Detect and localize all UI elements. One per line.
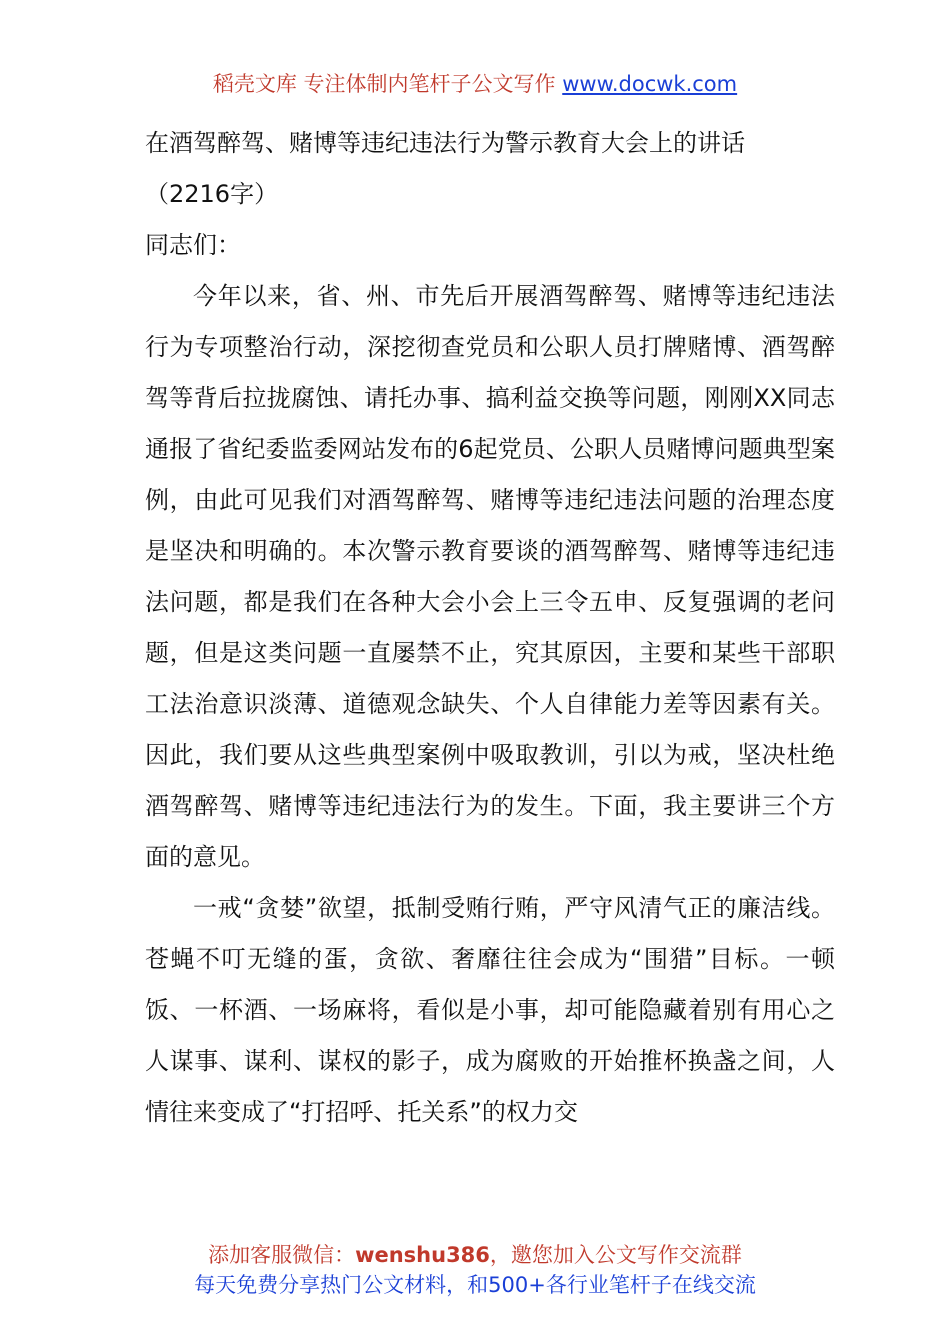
document-paragraph: 一戒“贪婪”欲望，抵制受贿行贿，严守风清气正的廉洁线。苍蝇不叮无缝的蛋，贪欲、奢靡往往会成为“围猎”目标。一顿饭、一杯酒、一场麻将，看似是小事，却可能隐藏着别有用心之人谋事、谋利、谋权的影子，成为腐败的开始推杯换盏之间，人情往来变成了“打招呼、托关系”的权力交: [145, 894, 835, 1126]
document-salutation: 同志们：: [145, 231, 241, 259]
header-site-link[interactable]: www.docwk.com: [562, 72, 738, 96]
footer-wechat-prefix: 添加客服微信：: [208, 1243, 356, 1267]
document-title: 在酒驾醉驾、赌博等违纪违法行为警示教育大会上的讲话: [145, 129, 745, 157]
footer-wechat-id: wenshu386: [355, 1243, 490, 1267]
footer-wechat-suffix: ，邀您加入公文写作交流群: [489, 1243, 742, 1267]
footer-share-line: 每天免费分享热门公文材料，和500+各行业笔杆子在线交流: [194, 1273, 756, 1297]
header-brand-text: 稻壳文库 专注体制内笔杆子公文写作: [212, 72, 556, 96]
document-body: [145, 118, 835, 1138]
page-footer: [0, 1240, 950, 1300]
document-paragraph: 今年以来，省、州、市先后开展酒驾醉驾、赌博等违纪违法行为专项整治行动，深挖彻查党员和公职人员打牌赌博、酒驾醉驾等背后拉拢腐蚀、请托办事、搞利益交换等问题，刚刚XX同志通报了省纪委监委网站发布的6起党员、公职人员赌博问题典型案例，由此可见我们对酒驾醉驾、赌博等违纪违法问题的治理态度是坚决和明确的。本次警示教育要谈的酒驾醉驾、赌博等违纪违法问题，都是我们在各种大会小会上三令五申、反复强调的老问题，但是这类问题一直屡禁不止，究其原因，主要和某些干部职工法治意识淡薄、道德观念缺失、个人自律能力差等因素有关。因此，我们要从这些典型案例中吸取教训，引以为戒，坚决杜绝酒驾醉驾、赌博等违纪违法行为的发生。下面，我主要讲三个方面的意见。: [145, 282, 835, 871]
page-header: [0, 70, 950, 98]
footer-wechat-line: [0, 1240, 950, 1270]
document-word-count: （2216字）: [145, 180, 279, 208]
